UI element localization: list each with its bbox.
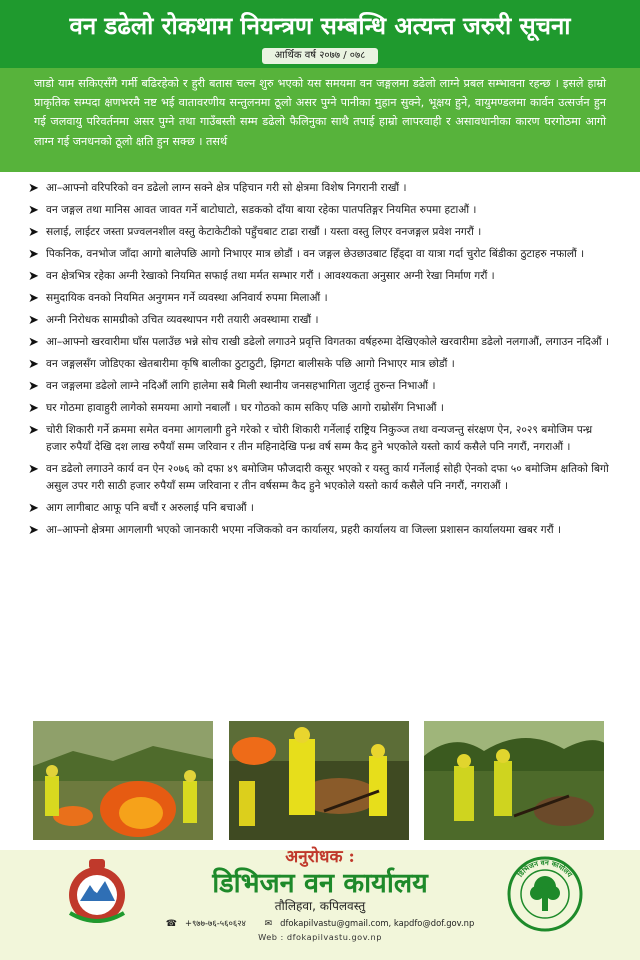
arrow-bullet-icon: ➤ (28, 247, 39, 262)
logo-ring-text: डिभिजन वन कार्यालय (516, 858, 574, 879)
arrow-bullet-icon: ➤ (28, 501, 39, 516)
website-link[interactable]: Web : dfokapilvastu.gov.np (258, 932, 382, 942)
request-label: अनुरोधक : (285, 847, 355, 867)
instruction-text: वन जङ्गलसँग जोडिएका खेतबारीमा कृषि बालीका ठुटाठुटी, झिगटा बालीसके पछि आगो निभाएर मात्र छोडौं । (46, 358, 455, 370)
arrow-bullet-icon: ➤ (28, 357, 39, 372)
instruction-text: आग लागीबाट आफू पनि बचौं र अरुलाई पनि बचाऔं । (46, 502, 254, 514)
arrow-bullet-icon: ➤ (28, 269, 39, 284)
instruction-text: अग्नी निरोधक सामग्रीको उचित व्यवस्थापन गरी तयारी अवस्थामा राखौं । (46, 314, 319, 326)
instruction-item (28, 180, 613, 197)
instruction-text: पिकनिक, वनभोज जाँदा आगो बालेपछि आगो निभाएर मात्र छोडौं । वन जङ्गल छेउछाउबाट हिँड्दा वा यात्रा गर्दा चुरोट बिंडीका ठुटाहरु नफालौं । (46, 248, 585, 260)
instruction-item (28, 312, 613, 329)
arrow-bullet-icon: ➤ (28, 423, 39, 438)
email-icon: ✉ (264, 919, 273, 929)
instruction-item (28, 422, 613, 456)
instruction-text: वन क्षेत्रभित्र रहेका अग्नी रेखाको नियमित सफाई तथा मर्मत सम्भार गरौं । आवश्यकता अनुसार अग्नी रेखा निर्माण गरौं । (46, 270, 495, 282)
instruction-text: चोरी शिकारी गर्ने क्रममा समेत वनमा आगलागी हुने गरेको र चोरी शिकारी गर्नेलाई राष्ट्रिय निकुञ्ज तथा वन्यजन्तु संरक्षण ऐन, २०२९ बमोजिम पन्ध्र हजार रुपैयाँ देखि दश लाख रुपैयाँ सम्म जरिवान र तीन महिनादेखि पन्ध्र वर्ष सम्म कैद हुने भएकोले यस्तो कार्य कसैले पनि नगरौं, नगराऔं । (46, 424, 593, 453)
instruction-text: वन जङ्गल तथा मानिस आवत जावत गर्ने बाटोघाटो, सडकको दाँया बाया रहेका पातपतिङ्गर नियमित रुपमा हटाऔं । (46, 204, 477, 216)
instruction-text: आ–आफ्नो क्षेत्रमा आगलागी भएको जानकारी भएमा नजिकको वन कार्यालय, प्रहरी कार्यालय वा जिल्ला प्रशासन कार्यालयमा खबर गरौं । (46, 524, 562, 536)
firefighting-photos (33, 721, 609, 841)
instruction-item (28, 500, 613, 517)
instruction-text: वन जङ्गलमा डढेलो लाग्ने नदिऔं लागि हालेमा सबै मिली स्थानीय जनसहभागिता जुटाई तुरुन्त निभाऔं । (46, 380, 436, 392)
header-banner (0, 0, 640, 68)
intro-paragraph: जाडो याम सकिएसँगै गर्मी बढिरहेको र हुरी बतास चल्न शुरु भएको यस समयमा वन जङ्गलमा डढेलो लाग्ने प्रबल सम्भावना रहन्छ । इसले हाम्रो प्राकृतिक सम्पदा क्षणभरमै नष्ट भई वातावरणीय सन्तुलनमा ठूलो असर पुग्ने पानीका मुहान सुक्ने, भूक्षय हुने, वायुमण्डलमा कार्वन उत्सर्जन हुन गई जलवायु परिवर्तनमा असर पुग्ने तथा गाउँबस्ती सम्म डढेलो फैलिनुका साथै तपाई हाम्रो लापरवाही र असावधानीका कारण घरगोठमा आगो लाग्न गई जनधनको ठूलो क्षति हुन सक्छ । तसर्थ (0, 68, 640, 172)
instructions-list (28, 180, 613, 544)
instruction-text: आ–आफ्नो वरिपरिको वन डढेलो लाग्न सक्ने क्षेत्र पहिचान गरी सो क्षेत्रमा विशेष निगरानी राखौं । (46, 182, 407, 194)
instruction-item (28, 246, 613, 263)
instruction-text: घर गोठमा हावाहुरी लागेको समयमा आगो नबालौं । घर गोठको काम सकिए पछि आगो राम्रोसँग निभाऔं । (46, 402, 444, 414)
arrow-bullet-icon: ➤ (28, 313, 39, 328)
arrow-bullet-icon: ➤ (28, 462, 39, 477)
instruction-text: समुदायिक वनको नियमित अनुगमन गर्ने व्यवस्था अनिवार्य रुपमा मिलाऔं । (46, 292, 328, 304)
instruction-item (28, 378, 613, 395)
arrow-bullet-icon: ➤ (28, 225, 39, 240)
phone-contact[interactable]: ☎ +९७७-७६-५६०६२४ (165, 918, 246, 929)
photo-firefighters-3 (424, 721, 604, 840)
instruction-text: वन डढेलो लगाउने कार्य वन ऐन २०७६ को दफा ४९ बमोजिम फौजदारी कसूर भएको र यस्तु कार्य गर्नेलाई सोही ऐनको दफा ५० बमोजिम क्षतिको बिगो असुल उपर गरी साठी हजार रुपैयाँ सम्म जरिवाना र तीन वर्षसम्म कैद हुने भएकोले यस्तो कार्य कसैले पनि नगरौं, नगराऔं । (46, 463, 609, 492)
instruction-item (28, 400, 613, 417)
office-address: तौलिहवा, कपिलवस्तु (274, 899, 366, 913)
instruction-text: आ–आफ्नो खरवारीमा घाँस पलाउँछ भन्ने सोच राखी डढेलो लगाउने प्रवृत्ति विगतका वर्षहरुमा देखिएकोले खरवारीमा डढेलो नलगाऔं, लगाउन नदिऔं । (46, 336, 610, 348)
phone-icon: ☎ (165, 919, 177, 929)
email-contact[interactable]: ✉ dfokapilvastu@gmail.com, kapdfo@dof.gov.np (264, 918, 475, 929)
page-title: वन डढेलो रोकथाम नियन्त्रण सम्बन्धि अत्यन्त जरुरी सूचना (69, 11, 571, 40)
office-name: डिभिजन वन कार्यालय (212, 868, 428, 899)
instruction-item (28, 522, 613, 539)
instruction-item (28, 202, 613, 219)
fiscal-year-badge: आर्थिक वर्ष २०७७ / ०७८ (262, 48, 378, 64)
instruction-item (28, 290, 613, 307)
instruction-item (28, 268, 613, 285)
arrow-bullet-icon: ➤ (28, 335, 39, 350)
arrow-bullet-icon: ➤ (28, 203, 39, 218)
instruction-item (28, 334, 613, 351)
arrow-bullet-icon: ➤ (28, 291, 39, 306)
instruction-item (28, 356, 613, 373)
photo-firefighters-1 (33, 721, 213, 840)
instruction-item (28, 461, 613, 495)
forest-office-logo-icon (506, 855, 584, 933)
arrow-bullet-icon: ➤ (28, 379, 39, 394)
arrow-bullet-icon: ➤ (28, 401, 39, 416)
instruction-text: सलाई, लाईटर जस्ता प्रज्वलनशील वस्तु केटाकेटीको पहुँचबाट टाढा राखौं । यस्ता वस्तु लिएर वनजङ्गल प्रवेश नगरौं । (46, 226, 482, 238)
arrow-bullet-icon: ➤ (28, 181, 39, 196)
instruction-item (28, 224, 613, 241)
arrow-bullet-icon: ➤ (28, 523, 39, 538)
photo-firefighters-2 (229, 721, 409, 840)
